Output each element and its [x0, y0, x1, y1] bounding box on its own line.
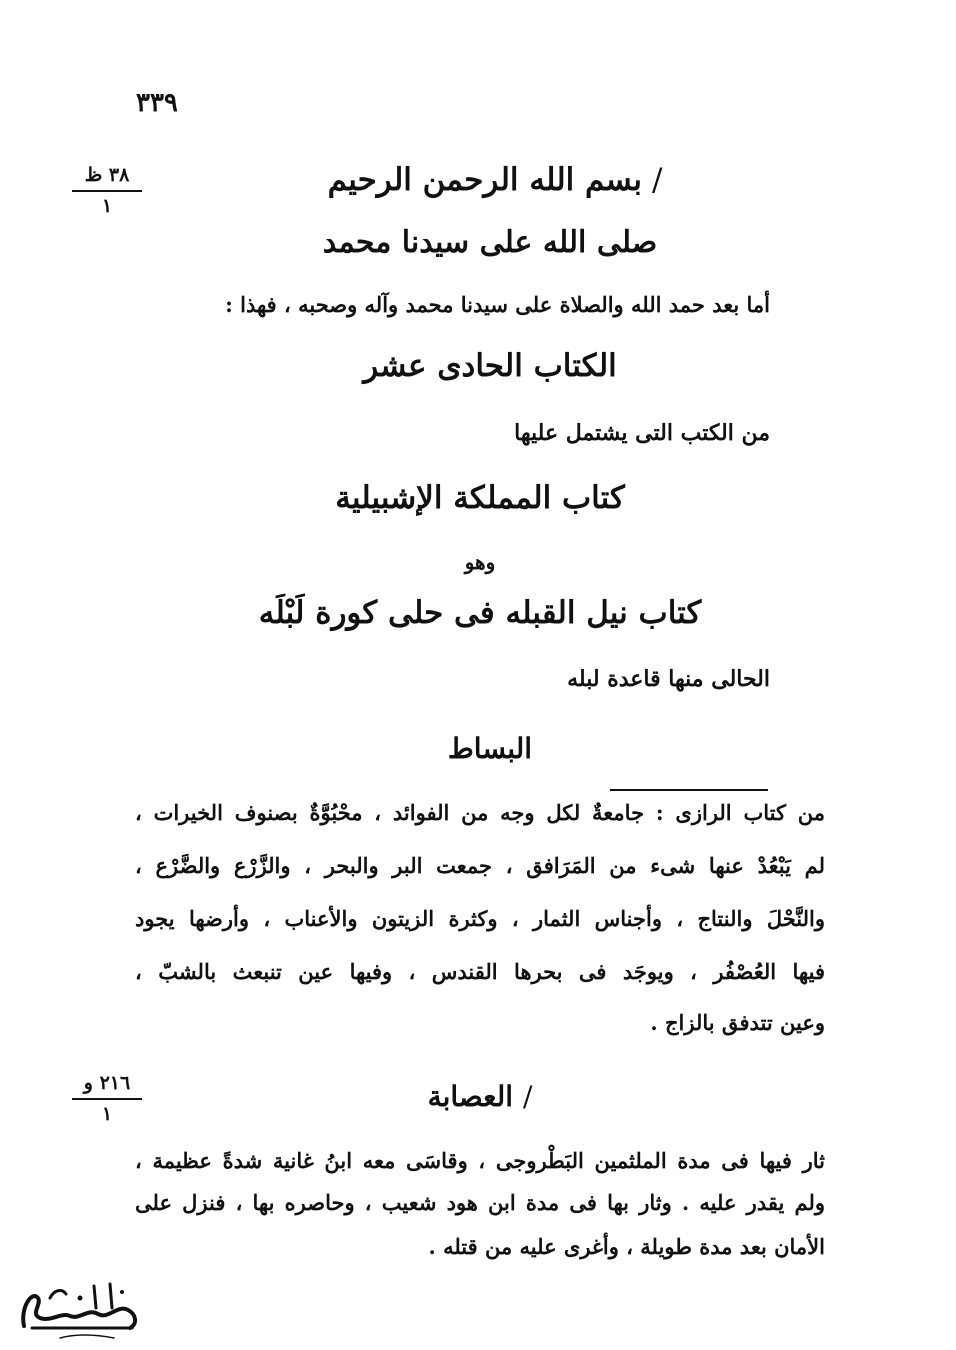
paragraph-line: ولم يقدر عليه . وثار بها فى مدة ابن هود شعيب ، وحاصره بها ، فنزل على [135, 1190, 825, 1215]
library-stamp-logo [10, 1268, 144, 1350]
current-name-line: الحالى منها قاعدة لبله [567, 666, 770, 692]
basmala-text: بسم الله الرحمن الرحيم [327, 162, 642, 198]
folio-note-numerator: ٢١٦ و [83, 1072, 131, 1094]
folio-note-top [72, 164, 142, 217]
paragraph-line: والنَّحْلَ والنتاج ، وأجناس الثمار ، وكثرة الزيتون والأعناب ، وأرضها يجود [135, 906, 825, 931]
page-number: ٣٣٩ [136, 88, 178, 118]
nayl-title: كتاب نيل القبله فى حلى كورة لَبْلَه [258, 595, 702, 631]
source-rule [610, 789, 768, 791]
section-heading-basat: البساط [447, 732, 533, 765]
salat-line: صلى الله على سيدنا محمد [322, 225, 658, 260]
folio-slash-mark: / [523, 1080, 533, 1113]
paragraph-line: وعين تتدفق بالزاج . [650, 1010, 825, 1035]
folio-note-rule [72, 1098, 142, 1100]
paragraph-line: لم يَبْعُدْ عنها شىء من المَرَافق ، جمعت البر والبحر ، والزَّرْع والضَّرْع ، [135, 853, 825, 878]
basmala-line [260, 162, 730, 198]
folio-note-rule [72, 190, 142, 192]
folio-slash-mark: / [651, 162, 663, 198]
folio-note-numerator: ٣٨ ظ [84, 164, 130, 186]
paragraph-line: الأمان بعد مدة طويلة ، وأغرى عليه من قتله . [428, 1234, 825, 1259]
from-books-line: من الكتب التى يشتمل عليها [514, 420, 770, 446]
paragraph-line: من كتاب الرازى : جامعةٌ لكل وجه من الفوائد ، محْبُوَّةٌ بصنوف الخيرات ، [135, 800, 825, 825]
intro-line: أما بعد حمد الله والصلاة على سيدنا محمد وآله وصحبه ، فهذا : [225, 292, 770, 317]
section-heading-asaba [380, 1080, 580, 1113]
book-title: الكتاب الحادى عشر [363, 348, 617, 384]
wahuwa-line: وهو [464, 550, 496, 574]
folio-note-bottom [72, 1072, 142, 1125]
paragraph-line: فيها العُصْفُر ، ويوجَد فى بحرها القندس ، وفيها عين تنبعث بالشبّ ، [135, 959, 825, 984]
kingdom-title: كتاب المملكة الإشبيلية [335, 480, 625, 516]
section-heading-asaba-text: العصابة [427, 1080, 513, 1113]
folio-note-denominator: ١ [101, 1103, 113, 1125]
paragraph-line: ثار فيها فى مدة الملثمين البَطْروجى ، وقاسَى معه ابنُ غانية شدةً عظيمة ، [135, 1148, 825, 1173]
folio-note-denominator: ١ [101, 195, 113, 217]
